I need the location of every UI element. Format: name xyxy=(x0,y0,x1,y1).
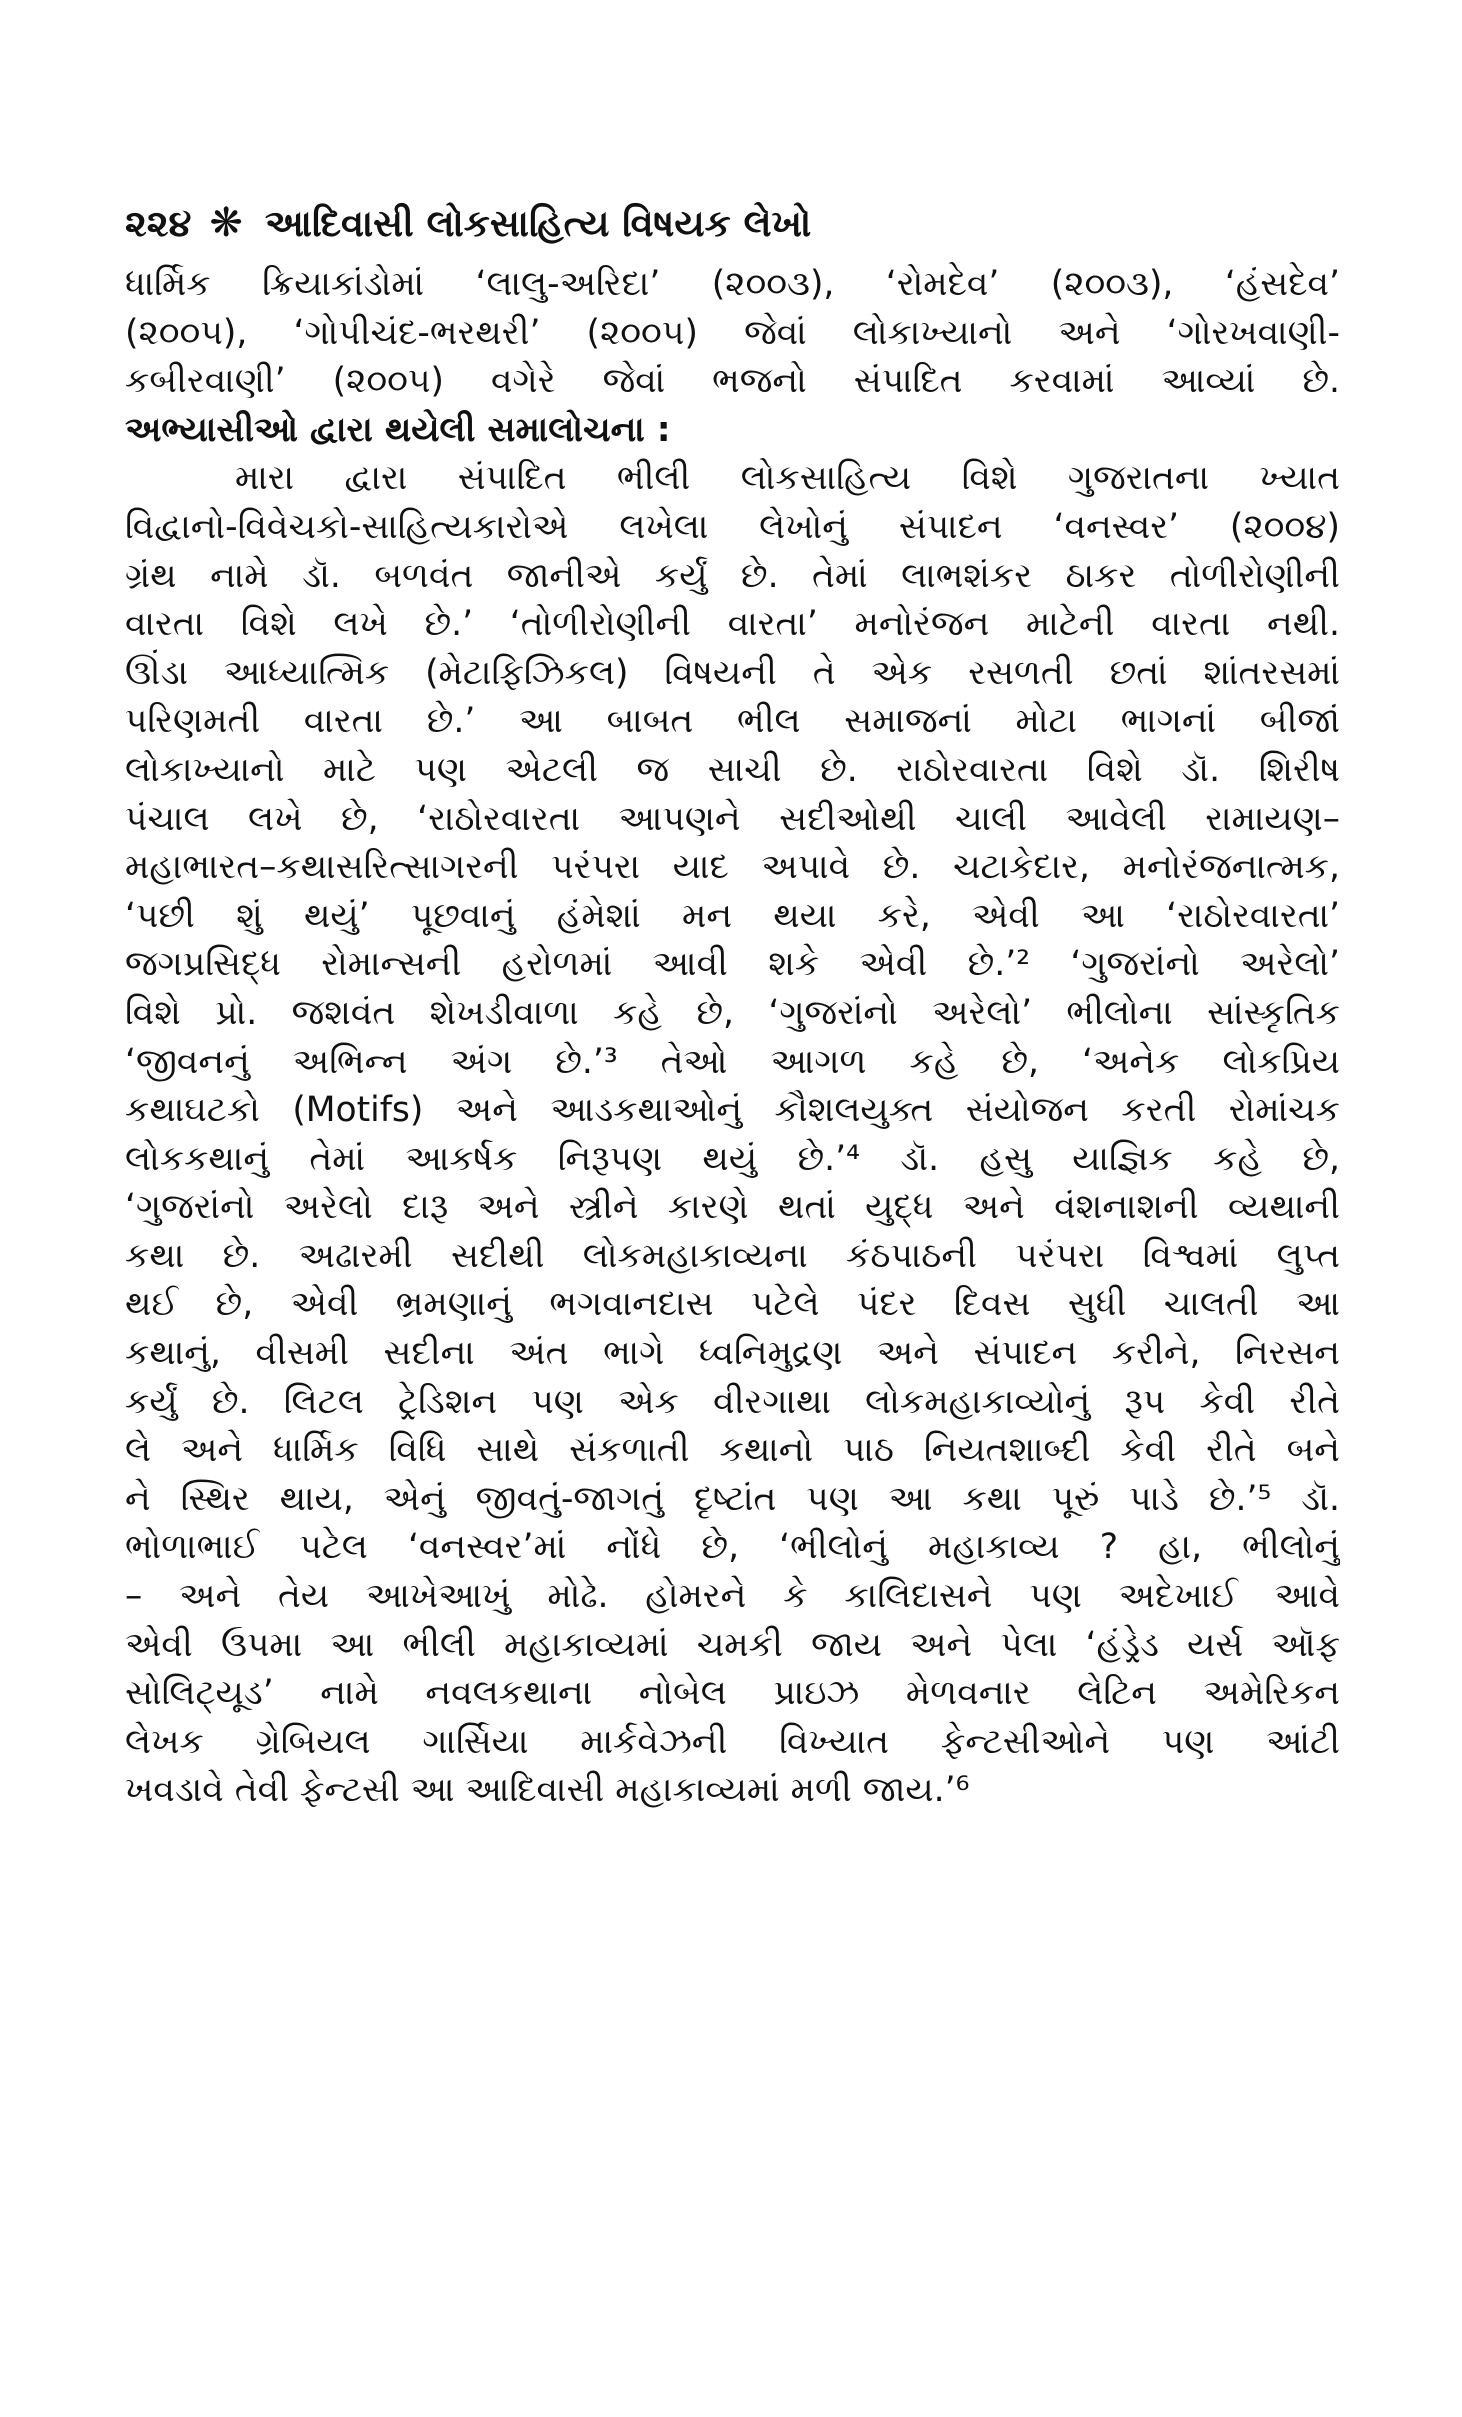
text-line: ગ્રંથ નામે ડૉ. બળવંત જાનીએ કર્યું છે. તેમાં લાભશંકર ઠાકર તોળીરોણીની xyxy=(125,555,1340,596)
text-line: ઊંડા આધ્યાત્મિક (મેટાફિઝિકલ) વિષયની તે એક રસળતી છતાં શાંતરસમાં xyxy=(125,652,1340,693)
text-line: કબીરવાણી’ (૨૦૦૫) વગેરે જેવાં ભજનો સંપાદિત કરવામાં આવ્યાં છે. xyxy=(125,361,1340,402)
text-line: – અને તેય આખેઆખું મોઢે. હોમરને કે કાલિદાસને પણ અદેખાઈ આવે xyxy=(125,1576,1340,1617)
text-line: લોકાખ્યાનો માટે પણ એટલી જ સાચી છે. રાઠોરવારતા વિશે ડૉ. શિરીષ xyxy=(125,749,1340,790)
text-line: (૨૦૦૫), ‘ગોપીચંદ-ભરથરી’ (૨૦૦૫) જેવાં લોકાખ્યાનો અને ‘ગોરખવાણી- xyxy=(125,312,1340,353)
text-line: થઈ છે, એવી ભ્રમણાનું ભગવાનદાસ પટેલે પંદર દિવસ સુધી ચાલતી આ xyxy=(125,1284,1340,1325)
text-line: ‘જીવનનું અભિન્ન અંગ છે.’³ તેઓ આગળ કહે છે, ‘અનેક લોકપ્રિય xyxy=(125,1041,1340,1082)
asterism-ornament-icon: ❋ xyxy=(209,200,243,246)
section-heading: અભ્યાસીઓ દ્વારા થયેલી સમાલોચના : xyxy=(125,409,671,450)
paragraph-last-line: ખવડાવે તેવી ફેન્ટસી આ આદિવાસી મહાકાવ્યમાં મળી જાય.’⁶ xyxy=(125,1770,970,1811)
text-line: લોકકથાનું તેમાં આકર્ષક નિરૂપણ થયું છે.’⁴ ડૉ. હસુ યાજ્ઞિક કહે છે, xyxy=(125,1138,1340,1179)
text-line: કથાનું, વીસમી સદીના અંત ભાગે ધ્વનિમુદ્રણ અને સંપાદન કરીને, નિરસન xyxy=(125,1333,1340,1374)
page-number: ૨૨૪ xyxy=(125,202,192,245)
text-line: કથા છે. અઢારમી સદીથી લોકમહાકાવ્યના કંઠપાઠની પરંપરા વિશ્વમાં લુપ્ત xyxy=(125,1235,1340,1276)
text-line: લેખક ગ્રેબિયલ ગાર્સિયા માર્કવેઝની વિખ્યાત ફેન્ટસીઓને પણ આંટી xyxy=(125,1721,1340,1762)
text-line: લે અને ધાર્મિક વિધિ સાથે સંકળાતી કથાનો પાઠ નિયતશાબ્દી કેવી રીતે બને xyxy=(125,1430,1340,1471)
text-line: કથાઘટકો (Motifs) અને આડકથાઓનું કૌશલયુક્ત સંયોજન કરતી રોમાંચક xyxy=(125,1090,1340,1131)
text-line: ‘ગુજરાંનો અરેલો દારૂ અને સ્ત્રીને કારણે થતાં યુદ્ધ અને વંશનાશની વ્યથાની xyxy=(125,1187,1340,1228)
text-line: ભોળાભાઈ પટેલ ‘વનસ્વર’માં નોંધે છે, ‘ભીલોનું મહાકાવ્ય ? હા, ભીલોનું xyxy=(125,1527,1340,1568)
running-head xyxy=(125,188,1340,258)
paragraph-first-line: મારા દ્વારા સંપાદિત ભીલી લોકસાહિત્ય વિશે ગુજરાતના ખ્યાત xyxy=(235,458,1340,499)
text-line: કર્યું છે. લિટલ ટ્રેડિશન પણ એક વીરગાથા લોકમહાકાવ્યોનું રૂપ કેવી રીતે xyxy=(125,1381,1340,1422)
text-line: પરિણમતી વારતા છે.’ આ બાબત ભીલ સમાજનાં મોટા ભાગનાં બીજાં xyxy=(125,701,1340,742)
text-line: સોલિટ્યૂડ’ નામે નવલકથાના નોબેલ પ્રાઇઝ મેળવનાર લેટિન અમેરિકન xyxy=(125,1673,1340,1714)
text-line: મહાભારત–કથાસરિત્સાગરની પરંપરા યાદ અપાવે છે. ચટાકેદાર, મનોરંજનાત્મક, xyxy=(125,847,1340,888)
running-head-title: આદિવાસી લોકસાહિત્ય વિષયક લેખો xyxy=(264,202,812,245)
page-body xyxy=(125,260,1340,1815)
text-line: ‘પછી શું થયું’ પૂછવાનું હંમેશાં મન થયા કરે, એવી આ ‘રાઠોરવારતા’ xyxy=(125,895,1340,936)
text-line: પંચાલ લખે છે, ‘રાઠોરવારતા આપણને સદીઓથી ચાલી આવેલી રામાયણ– xyxy=(125,798,1340,839)
book-page xyxy=(125,188,1340,1815)
text-line: ધાર્મિક ક્રિયાકાંડોમાં ‘લાલુ-અરિદા’ (૨૦૦૩), ‘રોમદેવ’ (૨૦૦૩), ‘હંસદેવ’ xyxy=(125,264,1340,304)
text-line: વિદ્વાનો-વિવેચકો-સાહિત્યકારોએ લખેલા લેખોનું સંપાદન ‘વનસ્વર’ (૨૦૦૪) xyxy=(125,506,1340,547)
text-line: વિશે પ્રો. જશવંત શેખડીવાળા કહે છે, ‘ગુજરાંનો અરેલો’ ભીલોના સાંસ્કૃતિક xyxy=(125,992,1340,1033)
text-line: એવી ઉપમા આ ભીલી મહાકાવ્યમાં ચમકી જાય અને પેલા ‘હંડ્રેડ યર્સ ઑફ xyxy=(125,1624,1340,1665)
text-line: જગપ્રસિદ્ધ રોમાન્સની હરોળમાં આવી શકે એવી છે.’² ‘ગુજરાંનો અરેલો’ xyxy=(125,944,1340,985)
text-line: વારતા વિશે લખે છે.’ ‘તોળીરોણીની વારતા’ મનોરંજન માટેની વારતા નથી. xyxy=(125,604,1340,645)
text-line: ને સ્થિર થાય, એનું જીવતું-જાગતું દૃષ્ટાંત પણ આ કથા પૂરું પાડે છે.’⁵ ડૉ. xyxy=(125,1478,1340,1519)
